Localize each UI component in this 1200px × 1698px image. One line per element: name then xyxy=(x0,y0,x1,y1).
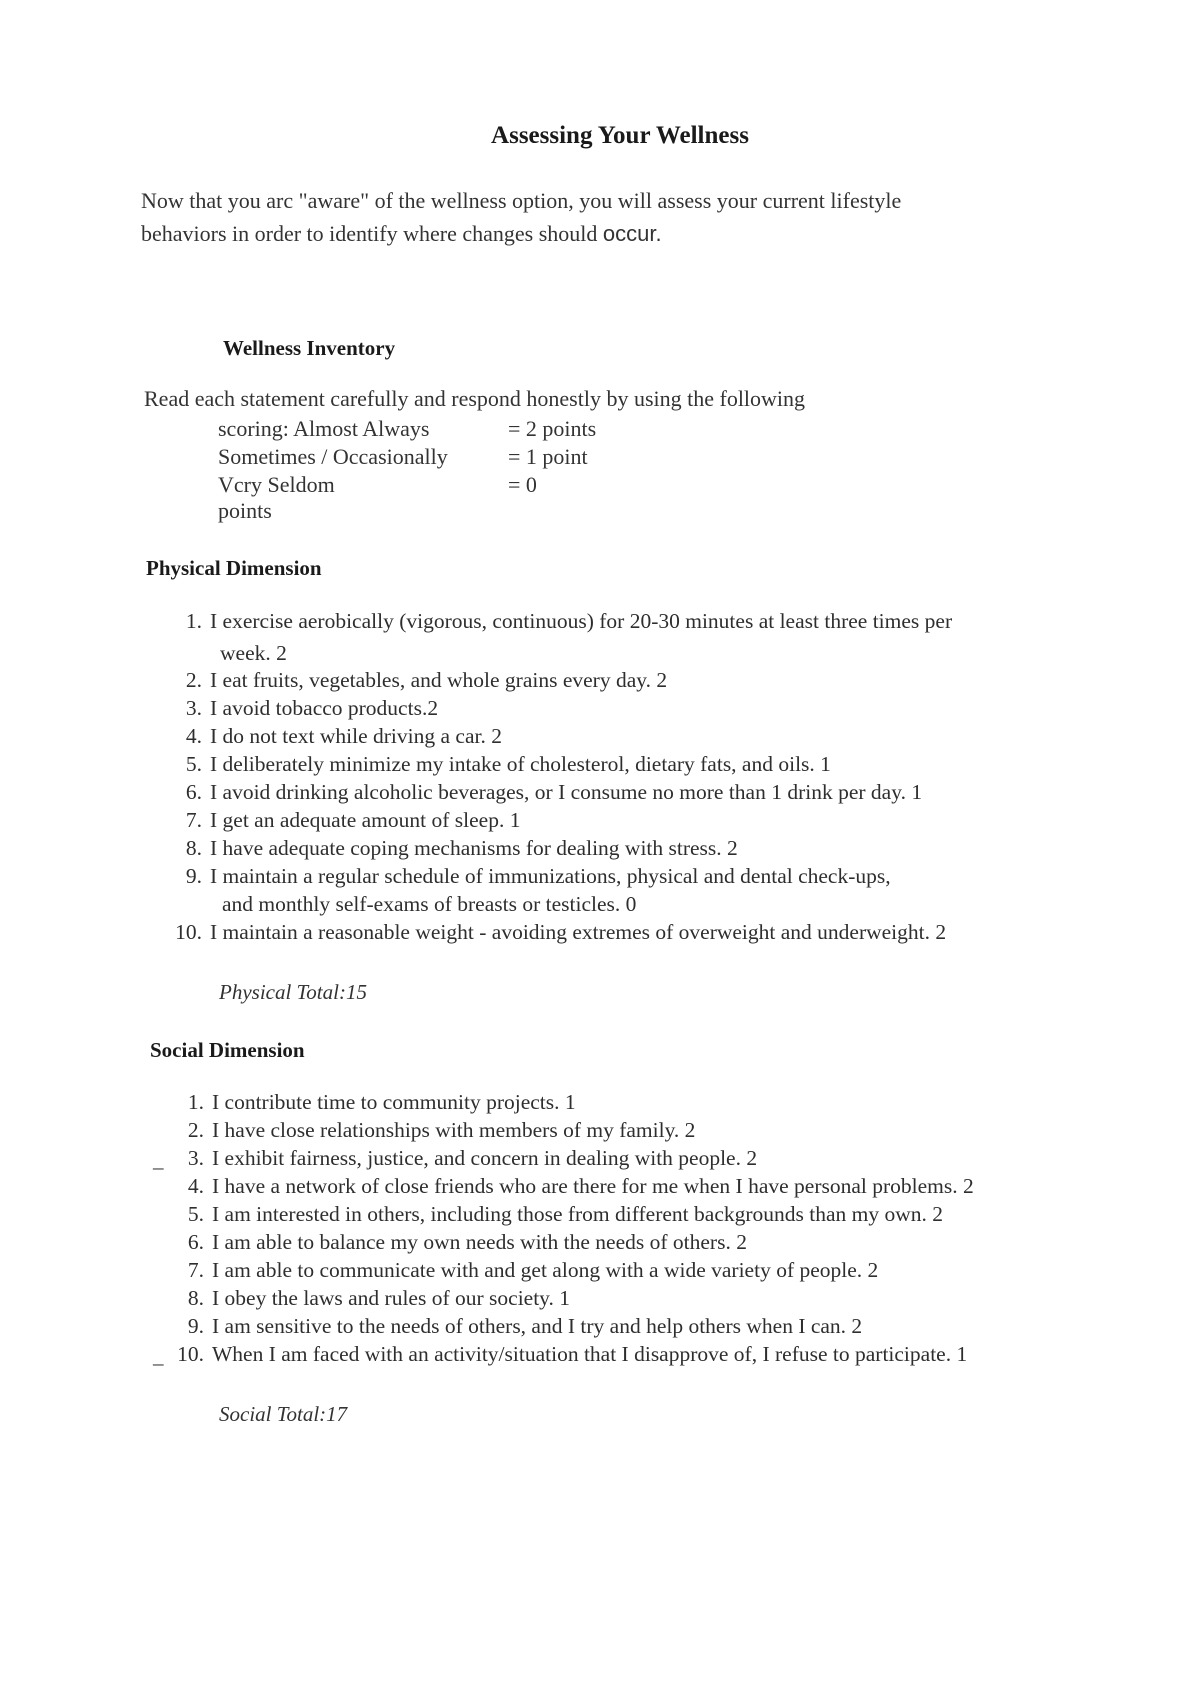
scoring-row-1: scoring: Almost Always = 2 points xyxy=(218,416,597,441)
margin-mark-1: _ xyxy=(153,1148,164,1172)
social-item-8: 8. I obey the laws and rules of our society. 1 xyxy=(187,1286,571,1310)
intro-emphasis: occur. xyxy=(602,221,662,246)
physical-item-7: 7. I get an adequate amount of sleep. 1 xyxy=(185,808,521,832)
social-item-7: 7. I am able to communicate with and get along with a wide variety of people. 2 xyxy=(187,1258,879,1282)
physical-item-8: 8. I have adequate coping mechanisms for dealing with stress. 2 xyxy=(185,836,738,860)
physical-total: Physical Total:15 xyxy=(219,980,367,1004)
physical-item-10: 10. I maintain a reasonable weight - avoiding extremes of overweight and underweight. 2 xyxy=(175,920,947,944)
physical-item-2: 2. I eat fruits, vegetables, and whole grains every day. 2 xyxy=(185,668,668,692)
physical-item-1-cont: week. 2 xyxy=(220,641,287,665)
document-title: Assessing Your Wellness xyxy=(491,122,749,149)
physical-heading: Physical Dimension xyxy=(146,556,322,580)
physical-item-5: 5. I deliberately minimize my intake of cholesterol, dietary fats, and oils. 1 xyxy=(185,752,831,776)
social-item-2: 2. I have close relationships with members of my family. 2 xyxy=(187,1118,696,1142)
physical-item-4: 4. I do not text while driving a car. 2 xyxy=(185,724,502,748)
social-item-10: 10. When I am faced with an activity/situation that I disapprove of, I refuse to participate. 1 xyxy=(177,1342,968,1366)
inventory-heading: Wellness Inventory xyxy=(223,336,396,360)
physical-item-1: 1. I exercise aerobically (vigorous, continuous) for 20-30 minutes at least three times per xyxy=(185,609,953,633)
social-item-3: 3. I exhibit fairness, justice, and concern in dealing with people. 2 xyxy=(187,1146,758,1170)
physical-item-6: 6. I avoid drinking alcoholic beverages, or I consume no more than 1 drink per day. 1 xyxy=(185,780,923,804)
intro-paragraph xyxy=(141,184,901,250)
margin-mark-2: _ xyxy=(153,1344,164,1368)
instructions-text: Read each statement carefully and respond honestly by using the following xyxy=(144,386,806,411)
physical-item-9-cont: and monthly self-exams of breasts or testicles. 0 xyxy=(222,892,637,916)
social-heading: Social Dimension xyxy=(150,1038,305,1062)
scoring-tail: points xyxy=(218,498,272,523)
social-item-1: 1. I contribute time to community projects. 1 xyxy=(187,1090,576,1114)
physical-item-9: 9. I maintain a regular schedule of immunizations, physical and dental check-ups, xyxy=(185,864,891,888)
intro-line-1: Now that you arc "aware" of the wellness option, you will assess your current lifestyle xyxy=(141,188,902,213)
scoring-row-3: Vcry Seldom = 0 xyxy=(218,472,537,497)
scoring-row-2: Sometimes / Occasionally = 1 point xyxy=(218,444,588,469)
social-total: Social Total:17 xyxy=(219,1402,348,1426)
social-item-9: 9. I am sensitive to the needs of others, and I try and help others when I can. 2 xyxy=(187,1314,863,1338)
social-item-4: 4. I have a network of close friends who are there for me when I have personal problems. 2 xyxy=(187,1174,974,1198)
social-item-6: 6. I am able to balance my own needs with the needs of others. 2 xyxy=(187,1230,747,1254)
physical-item-3: 3. I avoid tobacco products.2 xyxy=(185,696,439,720)
social-item-5: 5. I am interested in others, including those from different backgrounds than my own. 2 xyxy=(187,1202,944,1226)
intro-line-2: behaviors in order to identify where changes should occur. xyxy=(141,221,662,246)
